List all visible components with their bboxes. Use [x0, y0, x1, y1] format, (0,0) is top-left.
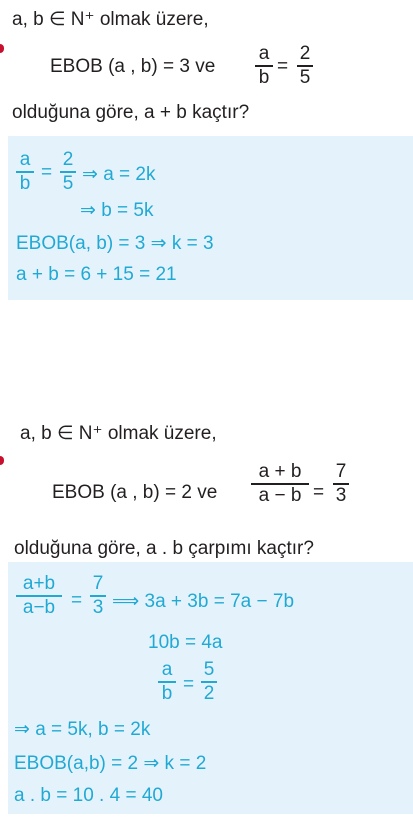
solution2-fraction-rhs: 7 3 — [90, 574, 106, 618]
problem1-condition-fraction: a b — [255, 44, 273, 88]
problem1-given: a, b ∈ N⁺ olmak üzere, — [12, 9, 209, 30]
solution2-box — [8, 562, 413, 814]
solution1-box — [8, 136, 413, 300]
solution1-line1: ⇒ a = 2k — [82, 164, 156, 185]
solution1-fraction: a b — [16, 150, 34, 194]
solution1-line4: a + b = 6 + 15 = 21 — [16, 264, 177, 285]
solution2-line6: a . b = 10 . 4 = 40 — [14, 785, 163, 806]
solution1-fraction-rhs: 2 5 — [60, 150, 76, 194]
problem2-condition-rhs: 7 3 — [333, 462, 349, 506]
solution2-line4: ⇒ a = 5k, b = 2k — [14, 719, 151, 740]
separator-space — [0, 312, 413, 400]
equals-sign: = — [71, 590, 83, 611]
equals-sign: = — [277, 56, 289, 77]
problem1-question: olduğuna göre, a + b kaçtır? — [12, 102, 250, 123]
equals-sign: = — [41, 162, 53, 183]
solution2-line3-rhs: 5 2 — [201, 660, 217, 704]
problem2-condition-fraction: a + b a − b — [251, 462, 309, 506]
margin-marker — [0, 44, 4, 53]
solution2-line5: EBOB(a,b) = 2 ⇒ k = 2 — [14, 753, 207, 774]
problem2-given: a, b ∈ N⁺ olmak üzere, — [20, 423, 217, 444]
solution2-fraction: a+b a−b — [16, 574, 62, 618]
solution2-line1: ⟹ 3a + 3b = 7a − 7b — [112, 591, 295, 612]
solution2-line2: 10b = 4a — [148, 632, 223, 653]
problem2-question: olduğuna göre, a . b çarpımı kaçtır? — [14, 538, 314, 559]
solution2-line3-fraction: a b — [158, 660, 176, 704]
problem2-condition: EBOB (a , b) = 2 ve — [52, 482, 218, 503]
equals-sign: = — [183, 674, 195, 695]
problem1-condition: EBOB (a , b) = 3 ve — [50, 56, 216, 77]
margin-marker — [0, 456, 4, 465]
solution1-line3: EBOB(a, b) = 3 ⇒ k = 3 — [16, 233, 214, 254]
solution1-line2: ⇒ b = 5k — [80, 200, 154, 221]
problem1-condition-rhs: 2 5 — [297, 44, 313, 88]
equals-sign: = — [313, 482, 325, 503]
